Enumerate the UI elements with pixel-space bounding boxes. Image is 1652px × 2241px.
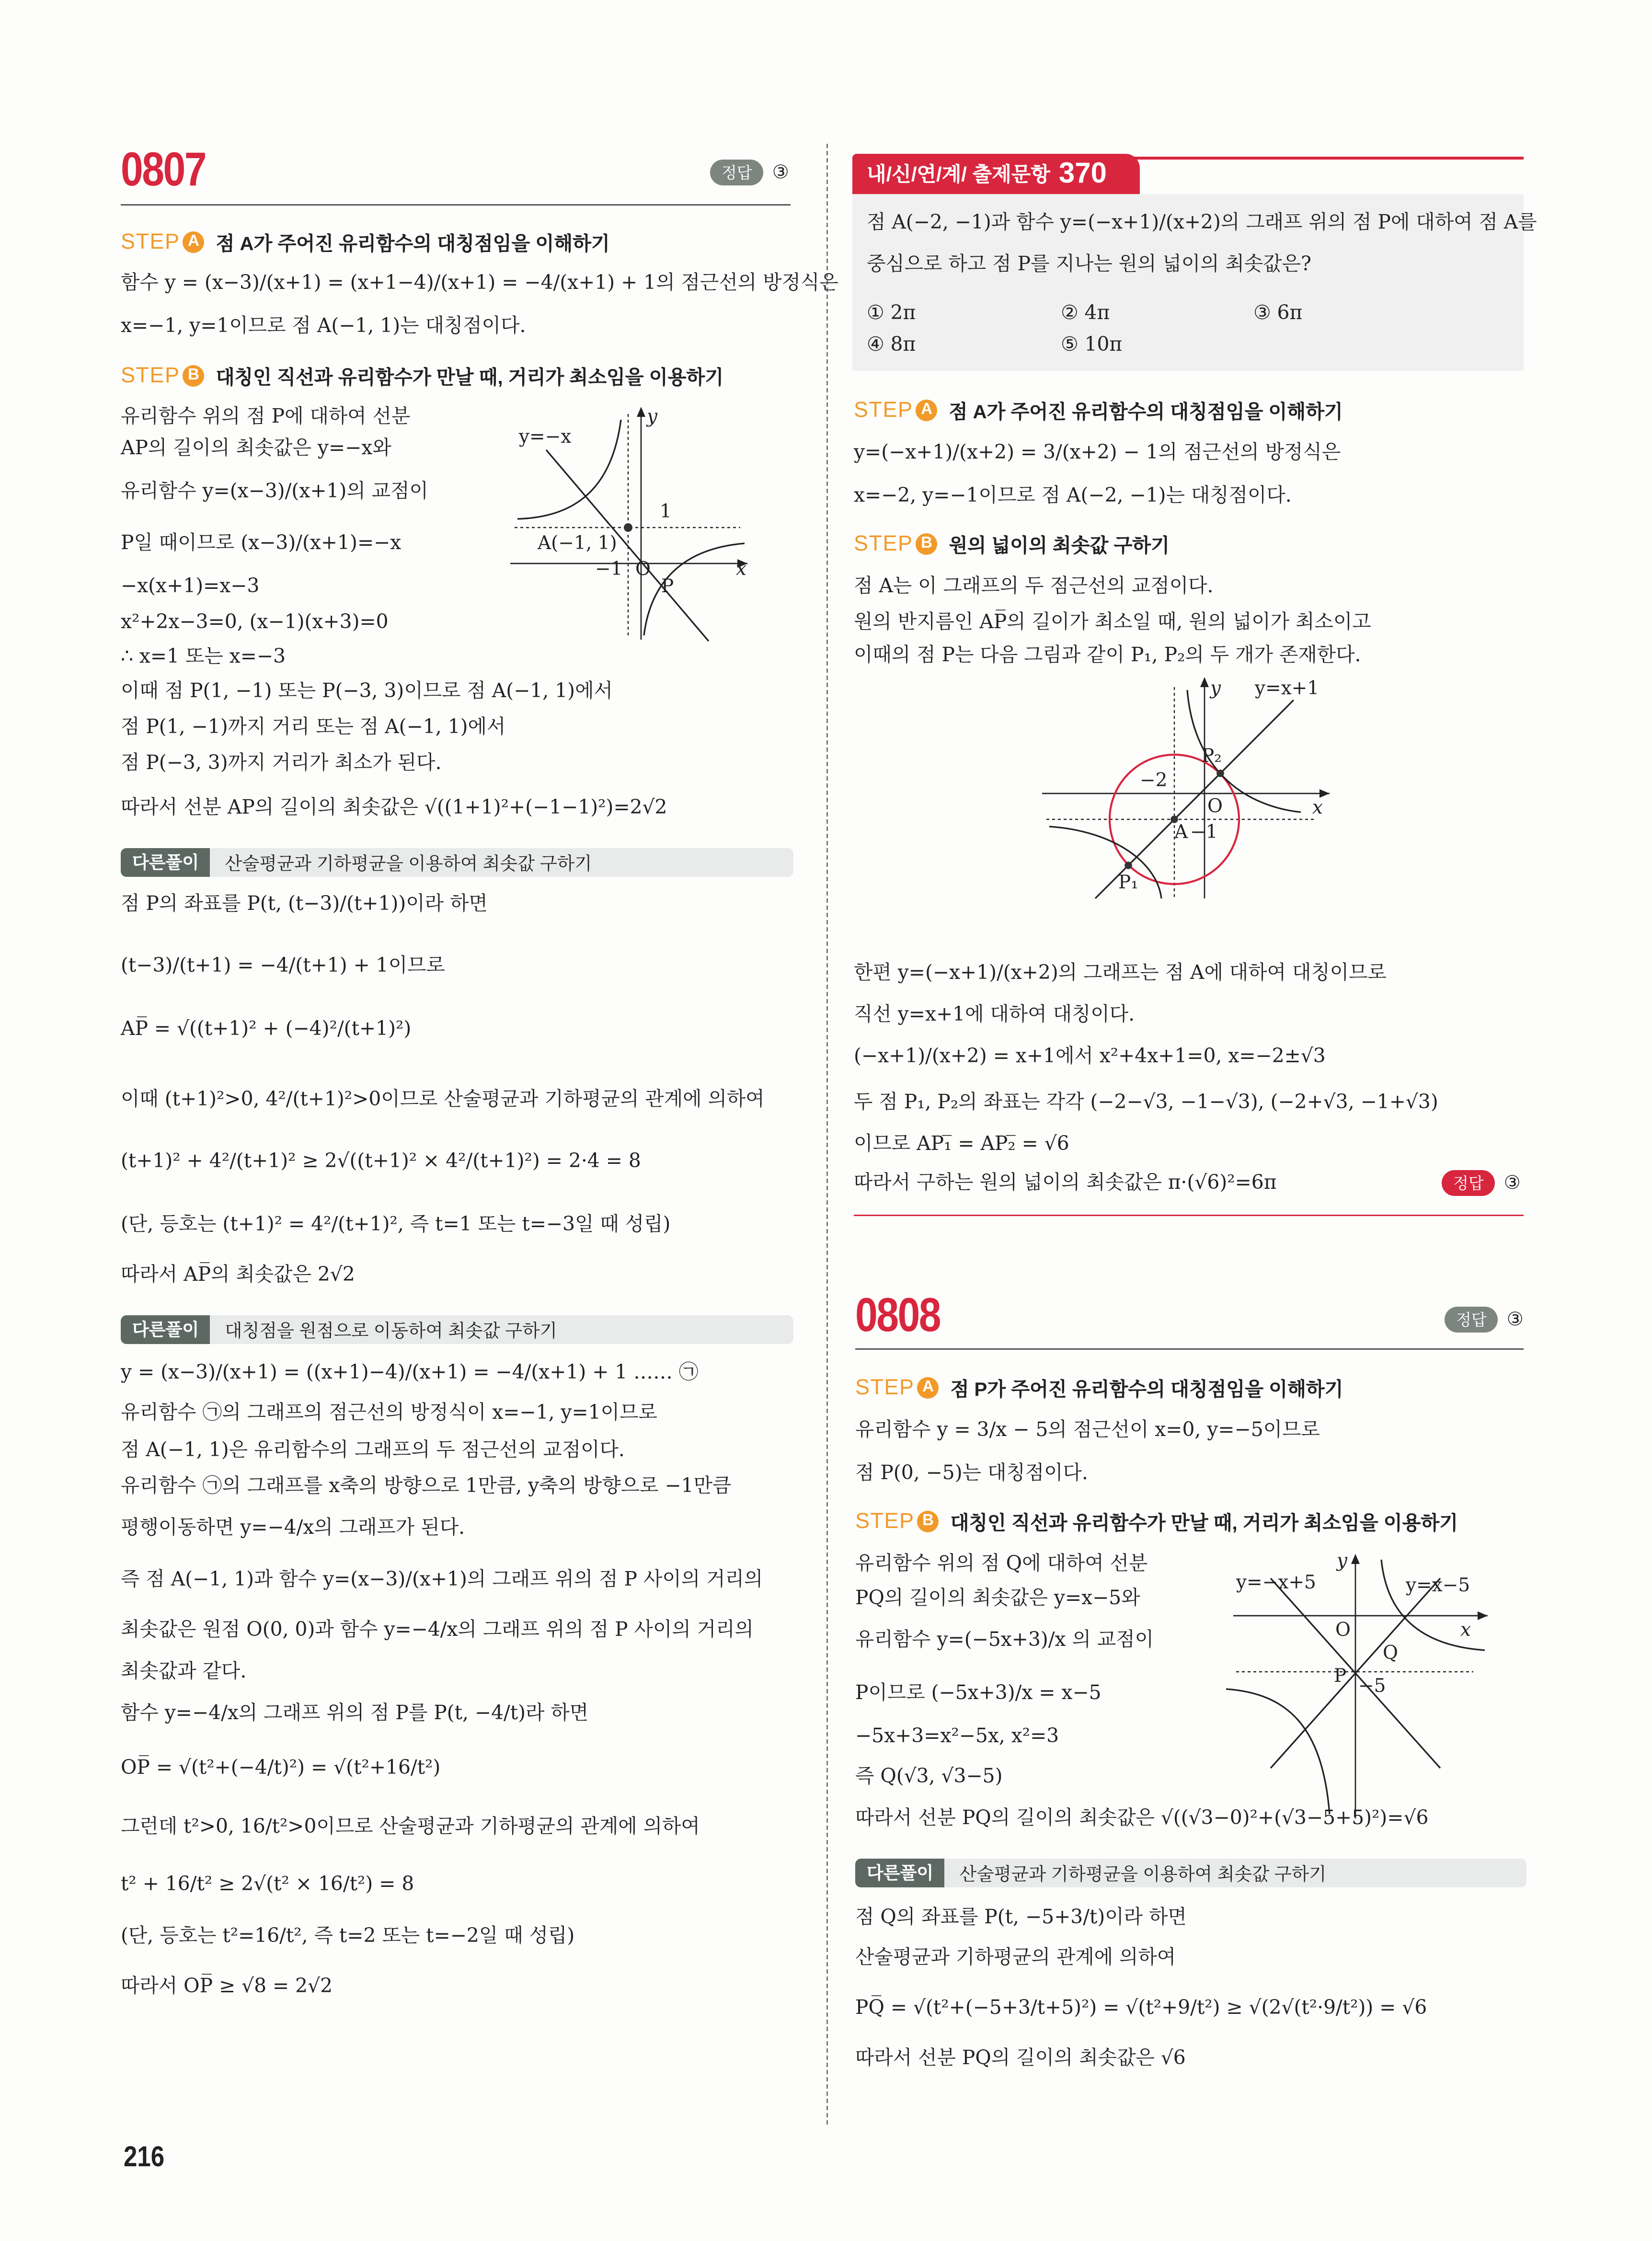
step-label: STEP	[855, 1376, 915, 1400]
divider	[855, 1348, 1524, 1350]
graph-point-a: A	[1174, 821, 1188, 843]
text-line: y=(−x+1)/(x+2) = 3/(x+2) − 1의 점근선의 방정식은	[854, 441, 1341, 464]
step-label: STEP	[121, 364, 180, 388]
step-label: STEP	[854, 532, 913, 556]
step-badge: B	[918, 1511, 939, 1532]
graph-origin: O	[1207, 795, 1223, 817]
text-line: (t+1)² + 4²/(t+1)² ≥ 2√((t+1)² × 4²/(t+1)²) = 2·4 = 8	[121, 1150, 641, 1173]
step-label: STEP	[854, 398, 913, 423]
alt-solution-label: 다른풀이	[855, 1859, 945, 1887]
step-badge: A	[183, 231, 205, 253]
choice: ③ 6π	[1253, 302, 1303, 325]
graph-line1-label: y=−x+5	[1236, 1572, 1316, 1593]
text-line: 따라서 선분 AP의 길이의 최솟값은 √((1+1)²+(−1−1)²)=2√2	[121, 796, 667, 819]
step-label: STEP	[855, 1509, 915, 1534]
text-line: 유리함수 ㉠의 그래프를 x축의 방향으로 1만큼, y축의 방향으로 −1만큼	[121, 1475, 732, 1498]
graph-x-axis-label: x	[1312, 797, 1323, 819]
text-line: 함수 y = (x−3)/(x+1) = (x+1−4)/(x+1) = −4/(x+1) + 1의 점근선의 방정식은	[121, 272, 838, 295]
text-line: 점 A(−1, 1)은 유리함수의 그래프의 두 점근선의 교점이다.	[121, 1439, 625, 1462]
graph-tick-1: 1	[660, 501, 672, 522]
text-line: x=−1, y=1이므로 점 A(−1, 1)는 대칭점이다.	[121, 315, 526, 338]
graph-tick-minus-2: −2	[1140, 770, 1168, 792]
text-line: 이므로 AP₁̅ = AP₂̅ = √6	[854, 1133, 1069, 1156]
text-line: 함수 y=−4/x의 그래프 위의 점 P를 P(t, −4/t)라 하면	[121, 1702, 589, 1725]
column-divider	[826, 144, 828, 2125]
answer-value: ③	[1503, 1172, 1521, 1194]
text-line: 산술평균과 기하평균의 관계에 의하여	[855, 1946, 1176, 1969]
answer-label: 정답	[710, 160, 764, 185]
text-line: t² + 16/t² ≥ 2√(t² × 16/t²) = 8	[121, 1873, 414, 1896]
text-line: 점 P(1, −1)까지 거리 또는 점 A(−1, 1)에서	[121, 716, 506, 739]
text-line: OP̅ = √(t²+(−4/t)²) = √(t²+16/t²)	[121, 1757, 441, 1780]
question-header	[852, 154, 1140, 194]
text-line: 이때 (t+1)²>0, 4²/(t+1)²>0이므로 산술평균과 기하평균의 관계에 의하여	[121, 1088, 765, 1111]
choice: ① 2π	[867, 302, 916, 325]
graph-point-a: A(−1, 1)	[538, 532, 617, 554]
graph-tick-minus-1: −1	[1190, 821, 1218, 843]
step-title: 대칭인 직선과 유리함수가 만날 때, 거리가 최소임을 이용하기	[216, 367, 724, 388]
text-line: ∴ x=1 또는 x=−3	[121, 645, 286, 668]
answer-label: 정답	[1445, 1307, 1498, 1333]
alt-solution-label: 다른풀이	[121, 848, 210, 877]
text-line: (−x+1)/(x+2) = x+1에서 x²+4x+1=0, x=−2±√3	[854, 1045, 1326, 1068]
graph-y-axis-label: y	[1210, 678, 1221, 699]
step-title: 대칭인 직선과 유리함수가 만날 때, 거리가 최소임을 이용하기	[950, 1512, 1458, 1534]
problem-number-0808: 0808	[855, 1288, 941, 1341]
text-line: 중심으로 하고 점 P를 지나는 원의 넓이의 최솟값은?	[867, 253, 1311, 276]
text-line: 따라서 AP̅의 최솟값은 2√2	[121, 1264, 355, 1287]
text-line: x=−2, y=−1이므로 점 A(−2, −1)는 대칭점이다.	[854, 484, 1292, 507]
answer-label: 정답	[1442, 1170, 1495, 1196]
answer-value: ③	[772, 161, 789, 184]
text-line: 두 점 P₁, P₂의 좌표는 각각 (−2−√3, −1−√3), (−2+√3, −1+√3)	[854, 1091, 1438, 1114]
question-header-number: 370	[1058, 157, 1107, 189]
step-badge: B	[183, 365, 205, 387]
step-title: 점 A가 주어진 유리함수의 대칭점임을 이해하기	[949, 401, 1343, 423]
text-line: (단, 등호는 (t+1)² = 4²/(t+1)², 즉 t=1 또는 t=−3일 때 성립)	[121, 1213, 671, 1236]
alt-solution-bar	[121, 1315, 793, 1344]
graph-point-p2: P₂	[1202, 745, 1222, 767]
graph-origin: O	[1335, 1619, 1351, 1641]
text-line: 유리함수 y = 3/x − 5의 점근선이 x=0, y=−5이므로	[855, 1419, 1320, 1442]
alt-solution-title: 산술평균과 기하평균을 이용하여 최솟값 구하기	[959, 1864, 1327, 1885]
text-line: 따라서 OP̅ ≥ √8 = 2√2	[121, 1975, 333, 1998]
text-line: 유리함수 y=(x−3)/(x+1)의 교점이	[121, 480, 428, 503]
graph-x-axis-label: x	[1460, 1619, 1471, 1641]
question-header-label: 내/신/연/계/ 출제문항	[867, 162, 1050, 185]
text-line: 점 P의 좌표를 P(t, (t−3)/(t+1))이라 하면	[121, 893, 488, 916]
text-line: P이므로 (−5x+3)/x = x−5	[855, 1682, 1101, 1705]
text-line: 즉 Q(√3, √3−5)	[855, 1765, 1003, 1788]
divider	[121, 204, 791, 206]
text-line: 따라서 구하는 원의 넓이의 최솟값은 π·(√6)²=6π	[854, 1172, 1277, 1195]
text-line: 유리함수 위의 점 Q에 대하여 선분	[855, 1552, 1148, 1575]
step-badge: A	[918, 1377, 939, 1399]
step-title: 점 P가 주어진 유리함수의 대칭점임을 이해하기	[950, 1379, 1343, 1400]
text-line: 유리함수 위의 점 P에 대하여 선분	[121, 405, 411, 428]
step-title: 점 A가 주어진 유리함수의 대칭점임을 이해하기	[216, 233, 610, 254]
step-heading	[854, 530, 1170, 558]
graph-y-axis-label: y	[1337, 1550, 1348, 1572]
text-line: 이때 점 P(1, −1) 또는 P(−3, 3)이므로 점 A(−1, 1)에서	[121, 680, 613, 703]
text-line: P일 때이므로 (x−3)/(x+1)=−x	[121, 532, 402, 555]
graph-line2-label: y=x−5	[1406, 1574, 1470, 1596]
alt-solution-title: 산술평균과 기하평균을 이용하여 최솟값 구하기	[225, 854, 592, 874]
section-end-rule	[854, 1215, 1524, 1216]
text-line: 원의 반지름인 AP̅의 길이가 최소일 때, 원의 넓이가 최소이고	[854, 611, 1371, 634]
page-number: 216	[124, 2142, 165, 2173]
text-line: 한편 y=(−x+1)/(x+2)의 그래프는 점 A에 대하여 대칭이므로	[854, 962, 1387, 985]
text-line: −5x+3=x²−5x, x²=3	[855, 1725, 1059, 1748]
graph-point-q: Q	[1383, 1642, 1398, 1664]
alt-solution-bar	[121, 848, 793, 877]
text-line: PQ̅ = √(t²+(−5+3/t+5)²) = √(t²+9/t²) ≥ √(2√(t²·9/t²)) = √6	[855, 1997, 1427, 2020]
graph-origin: O	[635, 558, 651, 580]
text-line: 직선 y=x+1에 대하여 대칭이다.	[854, 1003, 1135, 1026]
text-line: 유리함수 ㉠의 그래프의 점근선의 방정식이 x=−1, y=1이므로	[121, 1402, 657, 1425]
graph-tick-minus-5: −5	[1358, 1675, 1386, 1697]
answer-value: ③	[1506, 1309, 1524, 1331]
text-line: (t−3)/(t+1) = −4/(t+1) + 1이므로	[121, 954, 445, 977]
choice: ⑤ 10π	[1061, 333, 1123, 356]
graph-point-p: P	[661, 575, 674, 597]
text-line: y = (x−3)/(x+1) = ((x+1)−4)/(x+1) = −4/(x+1) + 1 …… ㉠	[121, 1361, 699, 1384]
answer-370	[1442, 1170, 1521, 1196]
answer-0807	[710, 160, 789, 185]
text-line: (단, 등호는 t²=16/t², 즉 t=2 또는 t=−2일 때 성립)	[121, 1925, 575, 1948]
text-line: 이때의 점 P는 다음 그림과 같이 P₁, P₂의 두 개가 존재한다.	[854, 644, 1361, 667]
text-line: −x(x+1)=x−3	[121, 575, 260, 598]
alt-solution-title: 대칭점을 원점으로 이동하여 최솟값 구하기	[225, 1321, 557, 1341]
text-line: AP의 길이의 최솟값은 y=−x와	[121, 437, 391, 460]
step-heading	[121, 229, 610, 256]
answer-0808	[1445, 1307, 1524, 1333]
choice: ④ 8π	[867, 333, 916, 356]
step-badge: A	[916, 400, 938, 421]
text-line: 따라서 선분 PQ의 길이의 최솟값은 √6	[855, 2047, 1186, 2070]
choice: ② 4π	[1061, 302, 1110, 325]
step-badge: B	[916, 533, 938, 555]
text-line: 따라서 선분 PQ의 길이의 최솟값은 √((√3−0)²+(√3−5+5)²)=√6	[855, 1807, 1429, 1830]
graph-y-axis-label: y	[647, 406, 658, 427]
text-line: 즉 점 A(−1, 1)과 함수 y=(x−3)/(x+1)의 그래프 위의 점 P 사이의 거리의	[121, 1568, 763, 1591]
step-label: STEP	[121, 230, 180, 254]
step-heading	[854, 397, 1343, 424]
text-line: 점 A는 이 그래프의 두 점근선의 교점이다.	[854, 575, 1214, 598]
text-line: 점 A(−2, −1)과 함수 y=(−x+1)/(x+2)의 그래프 위의 점 P에 대하여 점 A를	[867, 211, 1537, 234]
problem-number-0807: 0807	[121, 142, 206, 195]
graph-tick-minus-1: −1	[595, 558, 623, 580]
text-line: 점 P(−3, 3)까지 거리가 최소가 된다.	[121, 752, 442, 775]
text-line: 최솟값과 같다.	[121, 1660, 247, 1683]
text-line: AP̅ = √((t+1)² + (−4)²/(t+1)²)	[121, 1018, 412, 1041]
graph-point-p1: P₁	[1118, 872, 1138, 894]
step-title: 원의 넓이의 최솟값 구하기	[949, 535, 1170, 556]
alt-solution-label: 다른풀이	[121, 1315, 210, 1344]
text-line: 점 P(0, −5)는 대칭점이다.	[855, 1462, 1088, 1485]
alt-solution-bar	[855, 1859, 1526, 1887]
graph-x-axis-label: x	[736, 558, 747, 580]
text-line: 점 Q의 좌표를 P(t, −5+3/t)이라 하면	[855, 1906, 1187, 1929]
text-line: 최솟값은 원점 O(0, 0)과 함수 y=−4/x의 그래프 위의 점 P 사이의 거리의	[121, 1619, 754, 1642]
step-heading	[855, 1508, 1458, 1535]
graph-line-label: y=−x	[519, 426, 572, 448]
text-line: x²+2x−3=0, (x−1)(x+3)=0	[121, 611, 389, 634]
graph-line-label: y=x+1	[1255, 678, 1319, 699]
text-line: 유리함수 y=(−5x+3)/x 의 교점이	[855, 1629, 1154, 1652]
step-heading	[855, 1374, 1343, 1402]
text-line: 그런데 t²>0, 16/t²>0이므로 산술평균과 기하평균의 관계에 의하여	[121, 1816, 700, 1839]
text-line: PQ의 길이의 최솟값은 y=x−5와	[855, 1587, 1140, 1610]
step-heading	[121, 362, 723, 390]
text-line: 평행이동하면 y=−4/x의 그래프가 된다.	[121, 1517, 465, 1540]
graph-point-p: P	[1334, 1665, 1347, 1687]
